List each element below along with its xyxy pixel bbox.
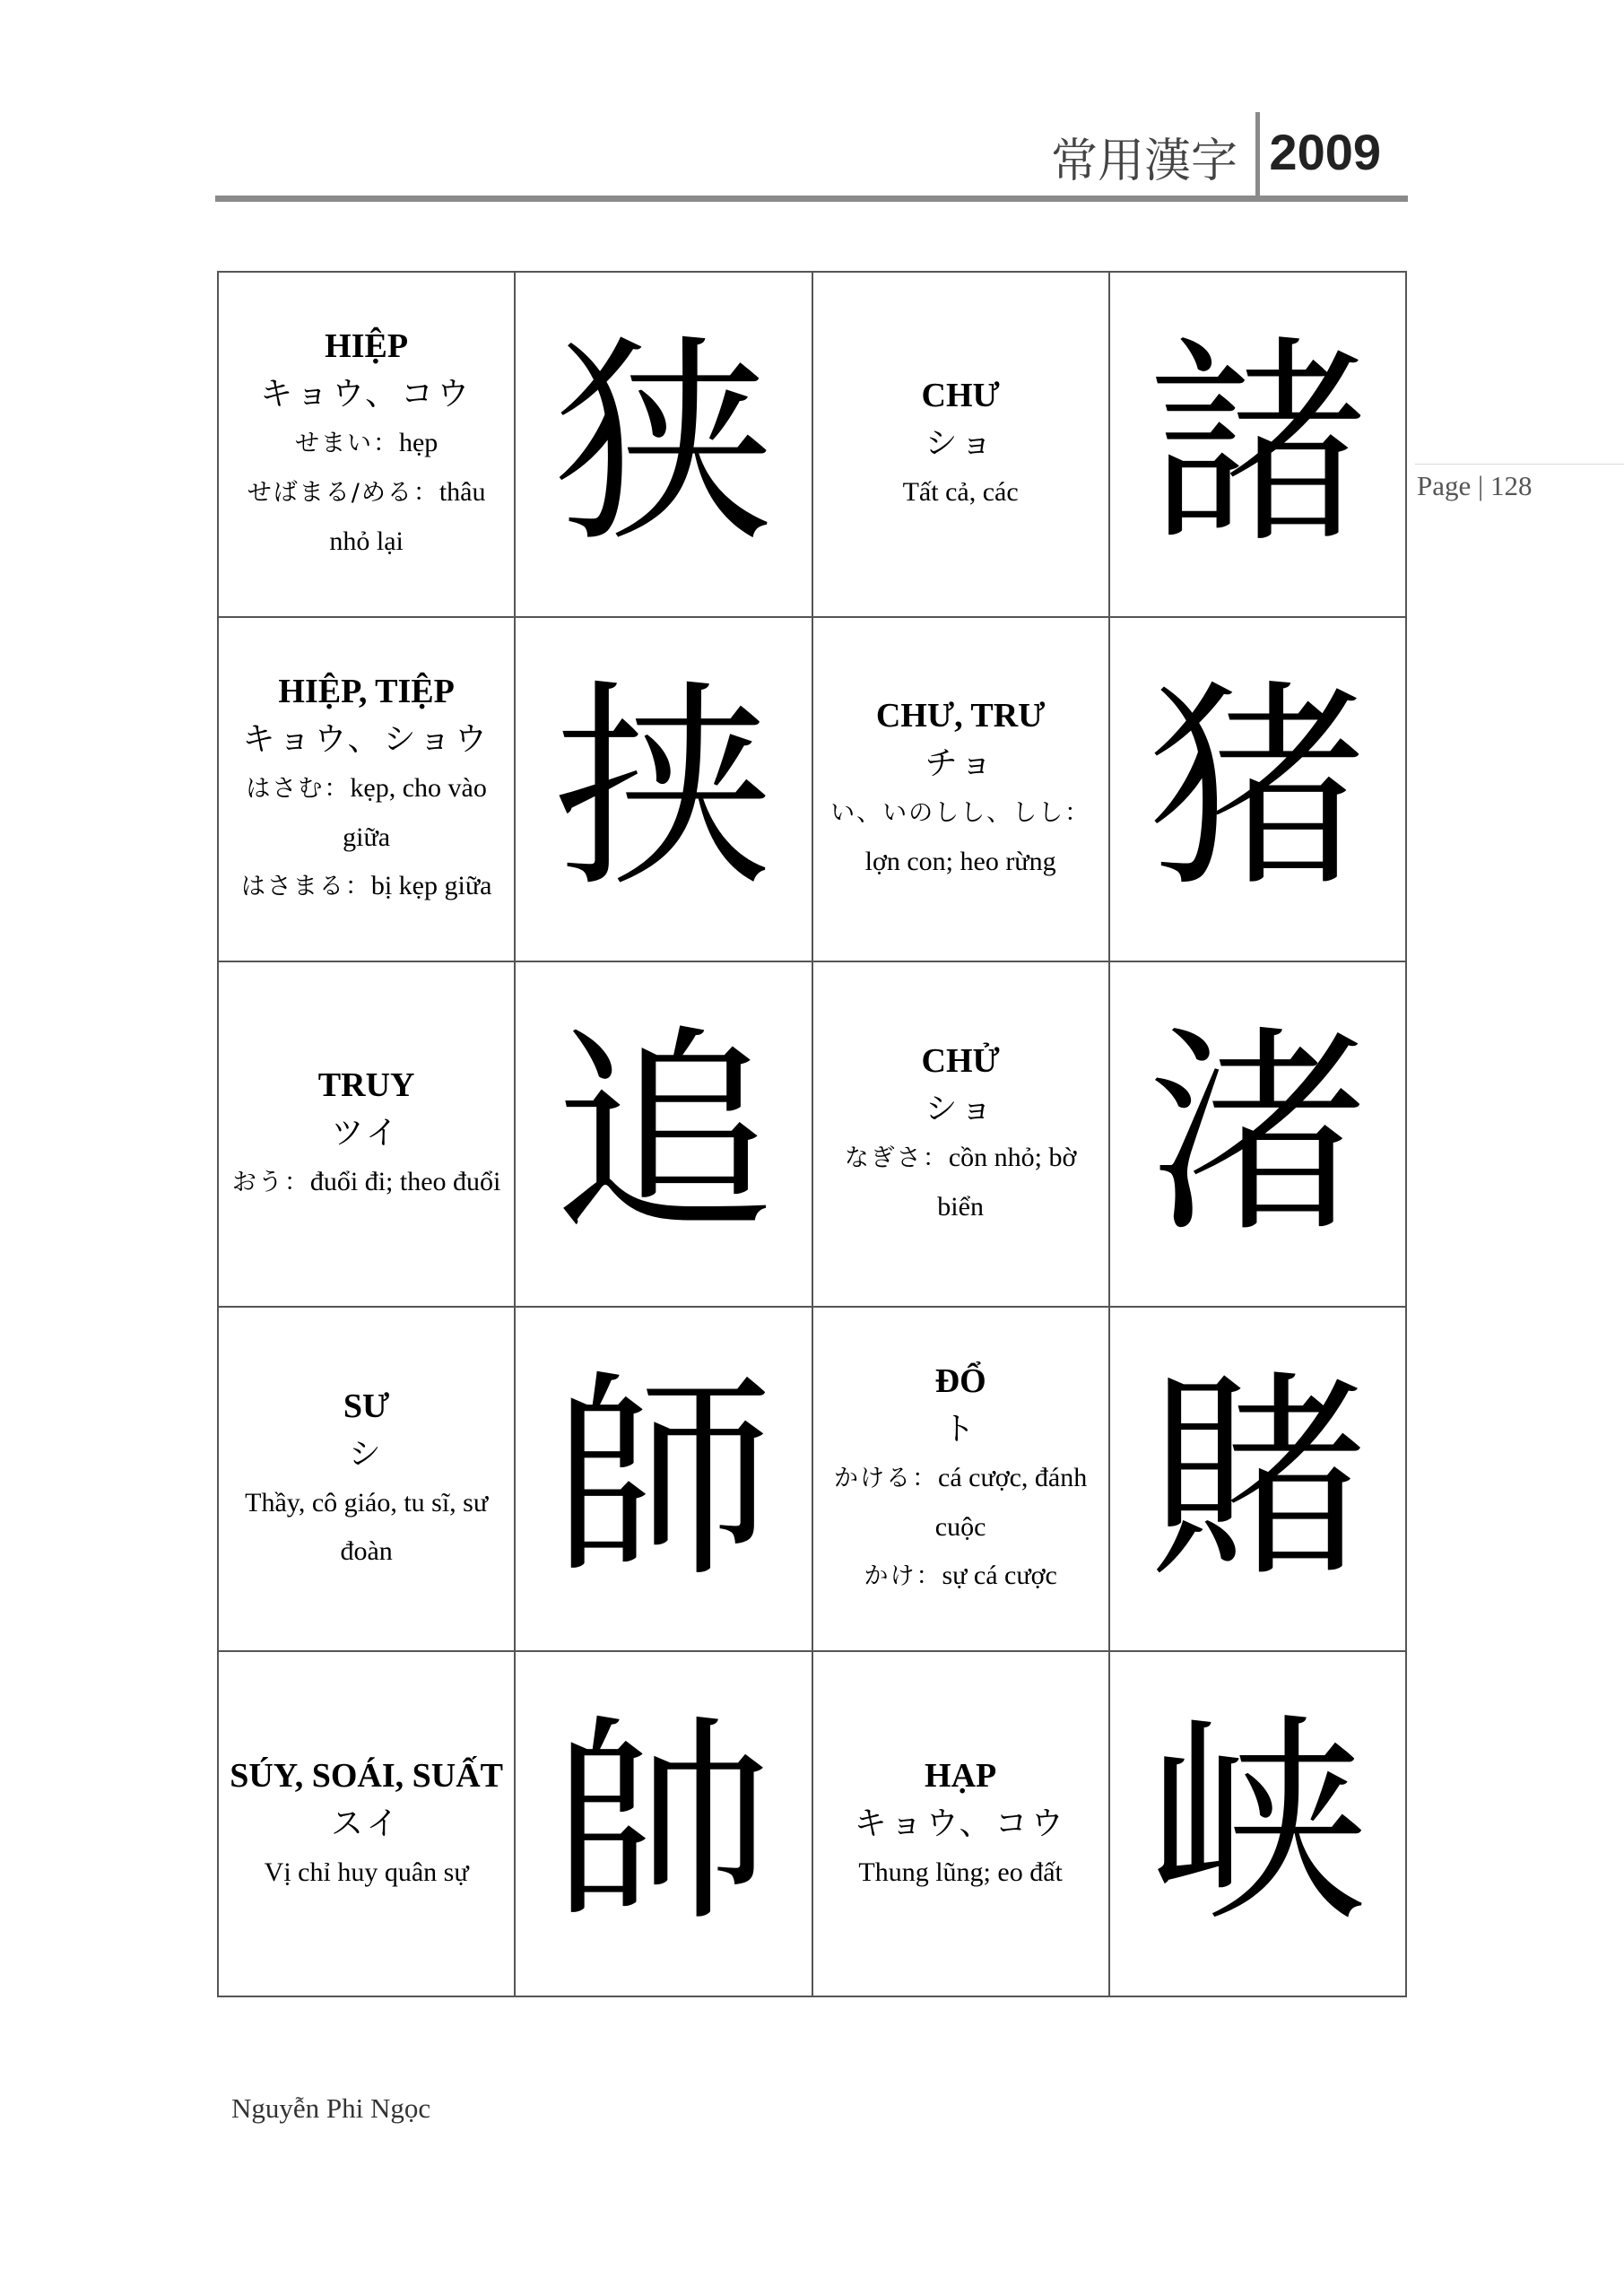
meaning-line	[230, 1158, 503, 1207]
kanji-info	[813, 1037, 1108, 1231]
kanji-glyph-cell	[1109, 1307, 1406, 1652]
on-reading: ショ	[925, 1090, 996, 1127]
kanji-glyph-cell	[1109, 272, 1406, 617]
meaning-text: cồn nhỏ; bờ biển	[937, 1142, 1077, 1222]
on-reading: ショ	[925, 425, 996, 463]
kanji-info-cell	[218, 1651, 515, 1996]
kanji-info	[813, 691, 1108, 886]
kun-reading: はさまる：	[240, 872, 371, 900]
kanji-info-cell	[812, 1307, 1109, 1652]
sino-vietnamese-reading: CHỬ	[921, 1041, 1000, 1080]
sino-vietnamese-reading: ĐỔ	[934, 1362, 986, 1401]
kanji-character: 諸	[1147, 316, 1368, 572]
kun-reading: なぎさ：	[844, 1144, 949, 1172]
meaning-line	[824, 468, 1098, 517]
header-divider	[1255, 112, 1260, 202]
kanji-glyph-cell	[1109, 1651, 1406, 1996]
sino-vietnamese-reading: HẠP	[925, 1756, 997, 1795]
sino-vietnamese-reading: SƯ	[343, 1387, 390, 1426]
kanji-glyph-cell	[1109, 617, 1406, 962]
on-reading: キョウ、ショウ	[242, 720, 491, 758]
kanji-glyph-cell	[1109, 961, 1406, 1307]
kun-reading: おう：	[231, 1168, 310, 1196]
kanji-info	[219, 1061, 514, 1207]
kun-reading: かける：	[834, 1465, 939, 1493]
sino-vietnamese-reading: CHƯ	[921, 377, 1000, 415]
kanji-info-cell	[218, 617, 515, 962]
meaning-text: hẹp	[398, 428, 439, 458]
grid-row	[218, 617, 1406, 962]
kanji-character: 狭	[553, 316, 774, 572]
kanji-character: 猪	[1147, 661, 1368, 918]
kanji-info-cell	[812, 961, 1109, 1307]
meaning-line	[230, 862, 503, 911]
kanji-info	[813, 371, 1108, 517]
meaning-line	[230, 764, 503, 862]
on-reading: スイ	[330, 1805, 403, 1842]
meaning-text: thâu nhỏ lại	[329, 477, 486, 557]
page-header	[215, 112, 1408, 202]
grid-row	[218, 1651, 1406, 1996]
kun-reading: かけ：	[864, 1562, 942, 1591]
kanji-info	[219, 1382, 514, 1576]
on-reading: チョ	[925, 745, 996, 783]
on-reading: キョウ、コウ	[260, 376, 473, 413]
kanji-character: 追	[553, 1005, 774, 1262]
meaning-line	[230, 468, 503, 566]
page-number: Page | 128	[1415, 464, 1624, 502]
kanji-glyph-cell	[515, 1651, 812, 1996]
kanji-glyph-cell	[515, 617, 812, 962]
kanji-character: 賭	[1147, 1351, 1368, 1607]
kanji-info	[813, 1357, 1108, 1601]
on-reading: キョウ、コウ	[854, 1805, 1067, 1842]
header-year: 2009	[1269, 124, 1381, 180]
kanji-info-cell	[218, 961, 515, 1307]
kanji-grid-body	[218, 272, 1406, 1996]
kun-reading: い、いのしし、しし：	[830, 799, 1091, 828]
header-rule	[215, 196, 1408, 202]
header-title: 常用漢字	[1050, 135, 1238, 188]
footer-author: Nguyễn Phi Ngọc	[231, 2092, 431, 2124]
kanji-character: 峡	[1147, 1696, 1368, 1952]
meaning-line	[824, 1454, 1098, 1552]
on-reading: シ	[348, 1436, 385, 1474]
kun-reading: せまい：	[294, 430, 399, 458]
meaning-line	[824, 788, 1098, 886]
kanji-character: 帥	[553, 1696, 774, 1952]
kanji-glyph-cell	[515, 1307, 812, 1652]
meaning-text: lợn con; heo rừng	[864, 847, 1056, 877]
meaning-text: Thầy, cô giáo, tu sĩ, sư đoàn	[245, 1488, 489, 1567]
kanji-info	[219, 1752, 514, 1897]
sino-vietnamese-reading: CHƯ, TRƯ	[875, 697, 1046, 735]
meaning-text: Vị chỉ huy quân sự	[264, 1857, 469, 1887]
sino-vietnamese-reading: TRUY	[317, 1065, 415, 1104]
grid-row	[218, 272, 1406, 617]
kanji-glyph-cell	[515, 272, 812, 617]
kanji-info-cell	[812, 1651, 1109, 1996]
sino-vietnamese-reading: HIỆP, TIỆP	[278, 672, 455, 710]
meaning-text: sự cá cược	[942, 1561, 1057, 1591]
sino-vietnamese-reading: SÚY, SOÁI, SUẤT	[230, 1756, 504, 1795]
kanji-info	[813, 1752, 1108, 1897]
kanji-character: 師	[553, 1351, 774, 1607]
meaning-text: bị kẹp giữa	[370, 870, 492, 900]
kanji-character: 渚	[1147, 1005, 1368, 1262]
meaning-text: Tất cả, các	[902, 477, 1019, 508]
on-reading: ト	[942, 1411, 979, 1448]
kanji-grid	[217, 271, 1407, 1997]
meaning-text: cá cược, đánh cuộc	[934, 1463, 1088, 1543]
meaning-line	[230, 419, 503, 468]
meaning-line	[230, 1479, 503, 1576]
kanji-info-cell	[218, 1307, 515, 1652]
grid-row	[218, 961, 1406, 1307]
on-reading: ツイ	[331, 1114, 402, 1152]
meaning-line	[230, 1848, 503, 1897]
meaning-line	[824, 1134, 1098, 1231]
kanji-info	[219, 667, 514, 911]
kanji-character: 挟	[553, 661, 774, 918]
meaning-line	[824, 1848, 1098, 1897]
meaning-line	[824, 1552, 1098, 1601]
kun-reading: はさむ：	[246, 774, 351, 803]
kanji-info-cell	[218, 272, 515, 617]
meaning-text: kẹp, cho vào giữa	[343, 772, 487, 852]
kanji-glyph-cell	[515, 961, 812, 1307]
kanji-info	[219, 322, 514, 566]
grid-row	[218, 1307, 1406, 1652]
meaning-text: Thung lũng; eo đất	[858, 1857, 1063, 1887]
kanji-info-cell	[812, 617, 1109, 962]
kun-reading: せばまる/める：	[247, 479, 439, 508]
kanji-info-cell	[812, 272, 1109, 617]
sino-vietnamese-reading: HIỆP	[325, 327, 409, 366]
meaning-text: đuổi đi; theo đuổi	[309, 1166, 501, 1196]
